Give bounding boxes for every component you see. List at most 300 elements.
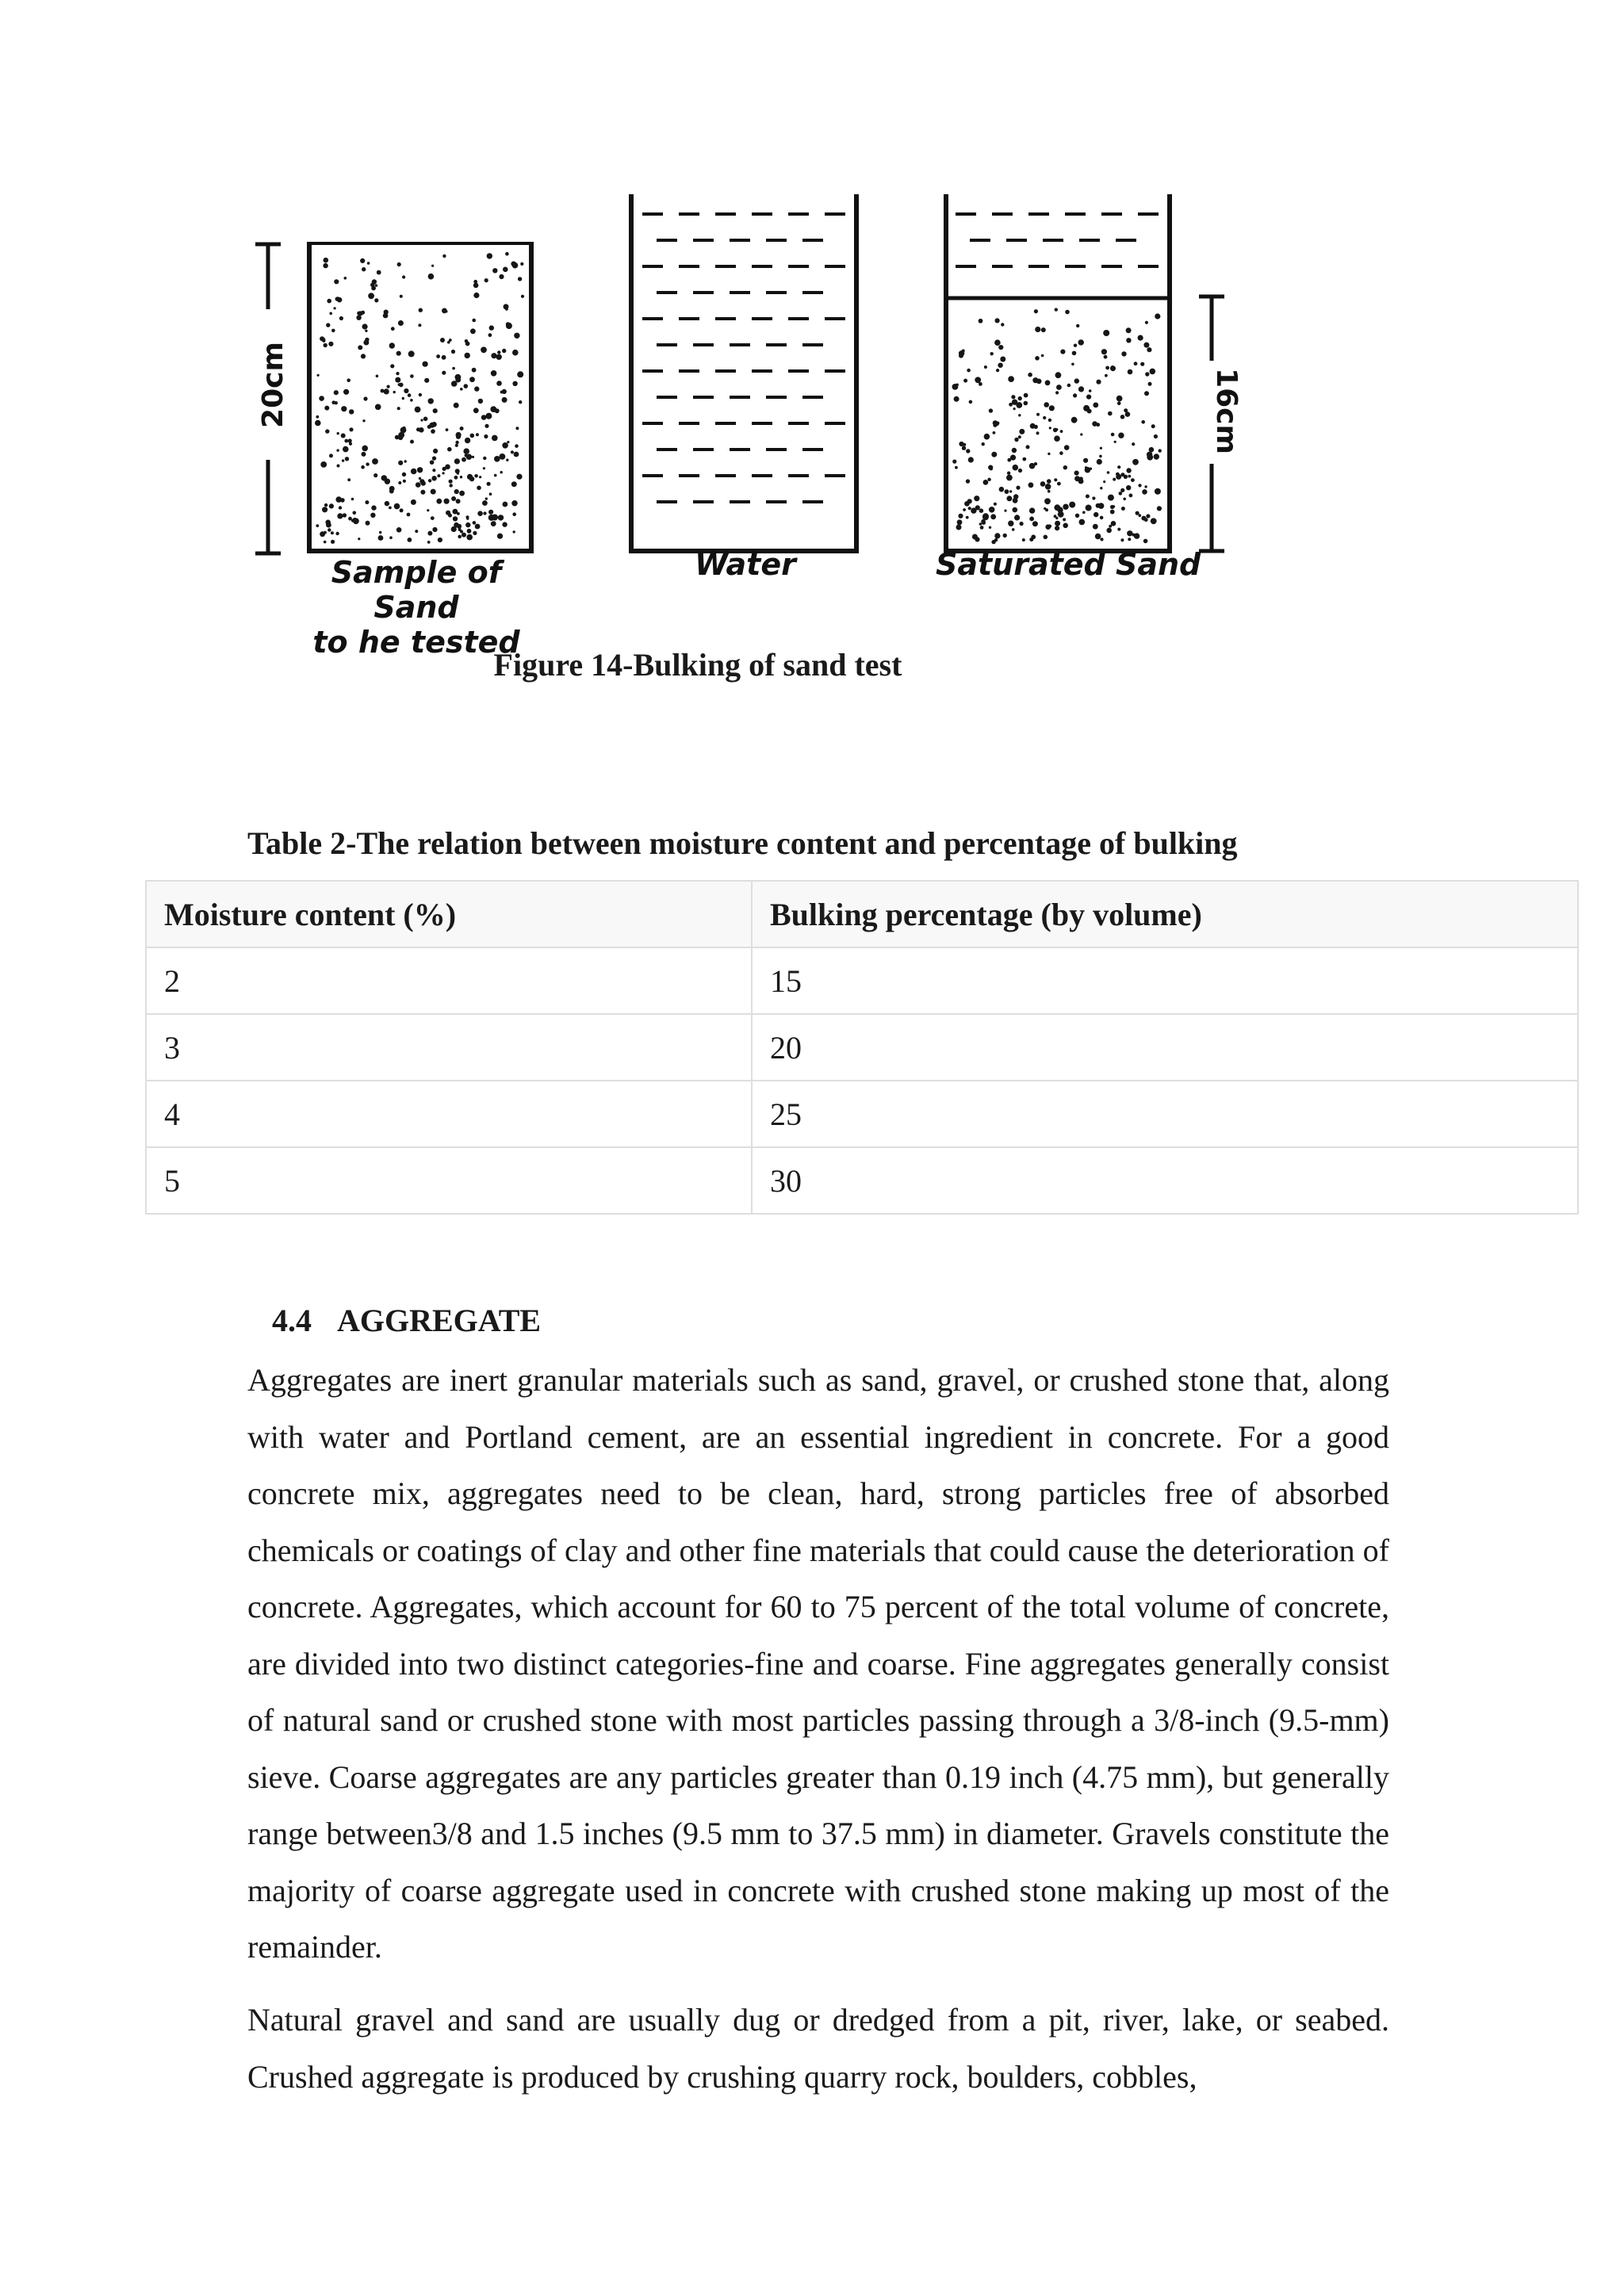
sand-particle xyxy=(518,277,522,281)
sand-particle xyxy=(465,454,468,457)
sand-particle xyxy=(431,429,435,434)
sand-particle xyxy=(1093,403,1098,408)
sand-particle xyxy=(440,338,445,342)
sand-particle xyxy=(370,513,375,518)
header-moisture-content: Moisture content (%) xyxy=(146,881,752,947)
sand-particle xyxy=(451,350,455,354)
cell-moisture: 4 xyxy=(146,1081,752,1147)
sand-particle xyxy=(485,497,488,499)
sand-particle xyxy=(488,333,492,337)
paragraph: Natural gravel and sand are usually dug or dredged from a pit, river, lake, or seabed. Crushed aggregate is produced by crushing quarry rock, boulders, cobbles, xyxy=(247,2002,1389,2095)
sand-particle xyxy=(404,460,407,462)
sand-particle xyxy=(371,505,376,510)
sand-particle xyxy=(1101,349,1107,354)
sand-particle xyxy=(1041,327,1046,332)
sand-particle xyxy=(334,307,336,309)
sand-particle xyxy=(502,522,507,526)
sand-particle xyxy=(1034,425,1038,429)
label-sand-sample: Sample of Sand to he tested xyxy=(312,555,520,660)
sand-particle xyxy=(324,406,329,411)
sand-particle xyxy=(487,482,491,486)
water-lines xyxy=(642,214,845,502)
sand-particle xyxy=(402,275,405,278)
sand-particle xyxy=(1045,380,1051,385)
sand-particle xyxy=(411,499,416,505)
sand-particle xyxy=(1035,327,1040,332)
sand-particle xyxy=(1055,391,1059,394)
sand-particle xyxy=(1107,471,1110,474)
sand-particle xyxy=(987,478,990,481)
sand-particle xyxy=(460,388,463,391)
sand-particle xyxy=(394,503,400,510)
sand-particle xyxy=(324,541,327,544)
sand-particle xyxy=(984,365,987,369)
sand-particle xyxy=(442,254,446,258)
sand-particle xyxy=(433,408,438,413)
sand-particle xyxy=(481,415,487,420)
cell-bulking: 20 xyxy=(752,1014,1578,1081)
sand-particle xyxy=(329,312,332,316)
sand-particle xyxy=(982,442,985,446)
sand-particle xyxy=(1145,321,1148,324)
cell-moisture: 3 xyxy=(146,1014,752,1081)
sand-particle xyxy=(1014,438,1018,442)
sand-particle xyxy=(1004,510,1006,512)
sand-particles xyxy=(315,252,524,544)
sand-particle xyxy=(1078,386,1084,392)
sand-particle xyxy=(1086,395,1091,400)
sand-particle xyxy=(1009,490,1012,492)
sand-particle xyxy=(1031,534,1036,539)
sand-particle xyxy=(365,330,367,332)
sand-particle xyxy=(408,350,415,357)
sand-particle xyxy=(1071,417,1078,423)
sand-particle xyxy=(505,252,509,256)
sand-particle xyxy=(475,524,481,530)
sand-particle xyxy=(415,407,421,413)
sand-particle xyxy=(1013,408,1016,410)
sand-particle xyxy=(1013,494,1018,499)
sand-particle xyxy=(969,400,973,404)
sand-particle xyxy=(465,522,470,527)
sand-particle xyxy=(451,496,456,501)
sand-particle xyxy=(990,467,994,471)
sand-particle xyxy=(376,375,379,378)
sand-particle xyxy=(420,419,423,421)
sand-particle xyxy=(1018,414,1021,416)
sand-particle xyxy=(1150,369,1156,375)
sand-particle xyxy=(512,262,519,269)
sand-particle xyxy=(1132,459,1139,465)
sand-particle xyxy=(1034,309,1038,313)
sand-particle xyxy=(351,498,354,501)
sand-particle xyxy=(1125,411,1131,417)
sand-particle xyxy=(1113,478,1116,481)
sand-particle xyxy=(1032,521,1038,526)
sand-particle xyxy=(323,263,327,268)
sand-particle xyxy=(427,425,431,429)
sand-particle xyxy=(356,316,361,320)
sand-particle xyxy=(1128,369,1133,375)
sand-particle xyxy=(464,384,469,388)
sand-particle xyxy=(1019,429,1025,434)
sand-particle xyxy=(473,521,477,525)
sand-particle xyxy=(1096,380,1101,385)
sand-particle xyxy=(1145,372,1149,376)
sand-particle xyxy=(391,327,395,331)
sand-particle xyxy=(467,474,473,480)
sand-particle xyxy=(1148,382,1152,386)
sand-particle xyxy=(324,343,327,347)
sand-particle xyxy=(1085,467,1091,473)
sand-particle xyxy=(489,325,494,330)
sand-particle xyxy=(472,368,477,373)
sand-particle xyxy=(1098,503,1105,509)
sand-particle xyxy=(360,258,365,263)
sand-particle xyxy=(466,518,469,520)
sand-particle xyxy=(419,477,421,480)
sand-particle xyxy=(982,521,986,525)
sand-particle xyxy=(968,499,971,503)
sand-particle xyxy=(348,438,352,442)
dimension-label-16cm: 16cm xyxy=(1209,368,1243,454)
sand-particle xyxy=(1138,335,1143,341)
sand-particle xyxy=(1054,478,1057,481)
sand-particle xyxy=(1054,515,1057,518)
sand-particle xyxy=(415,530,418,533)
sand-particle xyxy=(344,277,347,280)
sand-particle xyxy=(1065,310,1070,315)
sand-particle xyxy=(398,481,401,484)
sand-particle xyxy=(362,452,366,457)
sand-particle xyxy=(317,374,320,377)
sand-particle xyxy=(362,267,366,271)
sand-particle xyxy=(956,525,962,530)
sand-particle xyxy=(485,413,492,419)
sand-particle xyxy=(373,473,377,477)
sand-particle xyxy=(419,308,423,312)
sand-particle xyxy=(496,381,502,386)
sand-particle xyxy=(404,388,408,393)
sand-particle xyxy=(1049,427,1051,429)
sand-particle xyxy=(968,507,971,510)
sand-particle xyxy=(502,349,506,353)
sand-particle xyxy=(442,472,445,474)
sand-particle xyxy=(1111,521,1116,526)
sand-particle xyxy=(966,479,970,483)
bulking-figure xyxy=(238,190,1269,660)
sand-particle xyxy=(1041,354,1044,358)
sand-particle xyxy=(396,351,401,356)
sand-particle xyxy=(419,393,422,396)
sand-particle xyxy=(1010,455,1016,461)
paragraph: Aggregates are inert granular materials such as sand, gravel, or crushed stone that, along with water and Portland cement, are an essential ingredient in concrete. For a good concrete mix, aggregates need to be clean, hard, strong particles free of absorbed chemicals or coatings of clay and other fine materials that could cause the deterioration of concrete. Aggregates, which account for 60 to 75 percent of the total volume of concrete, are divided into two distinct categories-fine and coarse. Fine aggregates generally consist of natural sand or crushed stone with most particles passing through a 3/8-inch (9.5-mm) sieve. Coarse aggregates are any particles greater than 0.19 inch (4.75 mm), but generally range between3/8 and 1.5 inches (9.5 mm to 37.5 mm) in diameter. Gravels constitute the majority of coarse aggregate used in concrete with crushed stone making up most of the remainder. xyxy=(247,1362,1389,1965)
sand-particle xyxy=(1022,457,1026,461)
sand-particle xyxy=(479,476,481,478)
sand-particle xyxy=(974,496,979,501)
sand-particle xyxy=(1157,506,1162,511)
sand-particle xyxy=(320,461,327,468)
sand-particle xyxy=(1104,355,1108,359)
sand-particle xyxy=(991,452,997,457)
sand-particle xyxy=(496,354,502,360)
sand-particle xyxy=(1008,521,1013,526)
sand-particle xyxy=(366,521,370,526)
sand-particle xyxy=(517,371,523,377)
sand-particle xyxy=(1144,485,1147,488)
sand-particle xyxy=(328,342,333,346)
saturated-sand-container xyxy=(946,194,1170,551)
sand-particle xyxy=(975,505,980,510)
sand-particle xyxy=(470,434,475,438)
table-row xyxy=(146,947,1578,1014)
sand-particle xyxy=(494,456,500,462)
sand-particle xyxy=(1131,478,1135,482)
sand-particle xyxy=(442,356,446,360)
sand-particle xyxy=(322,507,327,512)
sand-particle xyxy=(397,407,400,410)
sand-particle xyxy=(366,462,369,465)
sand-particle xyxy=(438,538,442,542)
sand-particle xyxy=(1155,313,1160,319)
sand-particle xyxy=(1074,344,1077,347)
sand-particle xyxy=(1100,516,1104,520)
sand-particle xyxy=(416,482,421,488)
sand-particle xyxy=(1132,442,1135,446)
sand-particle xyxy=(1121,351,1126,356)
sand-particle xyxy=(403,480,406,483)
sand-particle xyxy=(365,500,369,504)
sand-particle xyxy=(427,531,432,536)
sand-particle xyxy=(334,279,339,284)
sand-particle xyxy=(514,452,519,457)
sand-particle xyxy=(432,527,437,532)
sand-particle xyxy=(398,461,403,465)
sand-particle xyxy=(1117,402,1121,406)
label-water: Water xyxy=(695,547,796,582)
sand-particle xyxy=(1116,474,1121,480)
sand-particle xyxy=(966,449,970,453)
sand-particle xyxy=(1118,433,1124,438)
sand-particle xyxy=(398,320,404,326)
sand-particle xyxy=(442,371,446,375)
sand-particle xyxy=(491,370,497,377)
sand-particle xyxy=(465,438,470,443)
sand-particle xyxy=(431,516,435,520)
sand-particle xyxy=(478,399,483,404)
sand-particle xyxy=(491,353,496,358)
sand-particle xyxy=(390,364,394,368)
sand-particle xyxy=(467,529,472,534)
sand-particle xyxy=(1119,492,1123,496)
sand-sample-container xyxy=(309,242,531,551)
sand-particle xyxy=(1086,495,1090,499)
sand-particle xyxy=(472,319,476,323)
sand-particle xyxy=(1089,389,1092,392)
sand-particle xyxy=(428,479,431,482)
sand-particle xyxy=(1006,475,1013,481)
sand-particle xyxy=(324,503,327,507)
sand-particle xyxy=(996,369,999,372)
sand-particle xyxy=(387,385,390,388)
sand-particle xyxy=(494,474,497,477)
sand-particle xyxy=(342,459,344,461)
sand-particle xyxy=(1028,373,1032,377)
sand-particle xyxy=(994,503,997,506)
sand-particle xyxy=(1018,435,1021,438)
sand-particle xyxy=(339,506,342,509)
sand-particle xyxy=(398,383,401,386)
sand-particle xyxy=(488,510,493,515)
sand-particle xyxy=(488,515,495,521)
sand-particle xyxy=(1055,372,1062,378)
sand-particle xyxy=(959,350,964,356)
sand-particle xyxy=(512,381,517,386)
sand-particle xyxy=(968,457,974,462)
sand-particle xyxy=(423,362,428,367)
sand-particle xyxy=(1138,484,1141,487)
sand-particle xyxy=(455,374,462,381)
sand-particle xyxy=(1134,533,1139,538)
sand-particle xyxy=(952,460,956,464)
sand-particle xyxy=(1141,516,1146,521)
sand-particle xyxy=(367,262,370,265)
sand-particle xyxy=(327,528,331,531)
sand-particle xyxy=(324,531,327,534)
sand-particle xyxy=(502,389,507,394)
sand-particle xyxy=(345,457,349,461)
sand-particle xyxy=(502,442,508,449)
sand-particle xyxy=(1120,415,1125,419)
sand-particle xyxy=(483,457,486,460)
sand-particle xyxy=(1028,482,1034,488)
sand-particle xyxy=(361,311,365,315)
sand-particle xyxy=(474,386,479,391)
sand-particle xyxy=(1012,528,1015,531)
sand-particle xyxy=(428,274,435,280)
sand-particle xyxy=(1034,462,1037,465)
sand-particle xyxy=(1043,416,1046,419)
sand-particle xyxy=(1036,413,1040,416)
sand-particle xyxy=(1073,393,1077,397)
sand-particle xyxy=(1076,324,1079,327)
sand-particle xyxy=(335,532,339,535)
sand-particle xyxy=(483,467,485,469)
sand-particle xyxy=(396,527,402,533)
table-header-row xyxy=(146,881,1578,947)
sand-particle xyxy=(473,531,477,535)
sand-particle xyxy=(1036,379,1042,385)
sand-particle xyxy=(956,384,959,387)
sand-particle xyxy=(515,444,519,448)
sand-particle xyxy=(334,390,339,395)
sand-particle xyxy=(455,444,458,447)
sand-particle xyxy=(1022,538,1025,541)
cell-bulking: 30 xyxy=(752,1147,1578,1214)
sand-particle xyxy=(1014,515,1020,520)
sand-particle xyxy=(433,449,438,453)
sand-particle xyxy=(454,476,458,480)
sand-particle xyxy=(343,446,349,453)
sand-particle xyxy=(1128,475,1131,478)
sand-particle xyxy=(1069,502,1075,508)
sand-particle xyxy=(362,323,368,329)
sand-particle xyxy=(1106,528,1112,534)
sand-particle xyxy=(432,456,436,460)
sand-particle xyxy=(1059,512,1063,515)
sand-particle xyxy=(990,352,994,355)
label-saturated-sand: Saturated Sand xyxy=(936,547,1201,582)
sand-particle xyxy=(331,329,335,333)
cell-moisture: 2 xyxy=(146,947,752,1014)
sand-particle xyxy=(460,476,462,478)
sand-particle xyxy=(452,367,455,370)
sand-particle xyxy=(442,308,447,314)
sand-particle xyxy=(1123,498,1126,501)
sand-particle xyxy=(419,479,424,484)
cell-bulking: 15 xyxy=(752,947,1578,1014)
sand-particle xyxy=(335,496,342,503)
sand-particle xyxy=(1063,504,1068,510)
sand-particle xyxy=(449,480,453,484)
sand-particle xyxy=(990,514,996,519)
sand-particle xyxy=(326,522,331,528)
sand-particle xyxy=(455,469,460,473)
sand-particle xyxy=(1083,458,1088,463)
sand-particle xyxy=(1049,405,1055,411)
sand-particle xyxy=(437,474,440,477)
sand-particle xyxy=(1000,357,1005,362)
sand-particle xyxy=(459,491,465,496)
sand-particle xyxy=(462,457,466,462)
sand-particle xyxy=(450,484,453,487)
sand-particle xyxy=(348,517,352,521)
sand-particle xyxy=(483,511,486,515)
sand-particle xyxy=(455,441,458,444)
sand-particle xyxy=(1114,441,1116,443)
sand-particle xyxy=(319,396,324,401)
sand-particle xyxy=(473,408,479,413)
sand-particle xyxy=(436,499,442,504)
sand-particle xyxy=(1053,428,1058,433)
sand-particle xyxy=(994,533,1000,538)
sand-particle xyxy=(1110,510,1115,515)
section-title: AGGREGATE xyxy=(337,1303,542,1338)
sand-particle xyxy=(407,513,411,517)
sand-particle xyxy=(451,526,457,532)
sand-particle xyxy=(1018,469,1022,473)
sand-particle xyxy=(1120,488,1124,492)
sand-particle xyxy=(353,511,357,515)
sand-particle xyxy=(361,354,366,358)
sand-particle xyxy=(349,427,353,431)
sand-particle xyxy=(344,439,348,443)
sand-particle xyxy=(465,353,470,358)
sand-particle xyxy=(1143,539,1148,544)
sand-particle xyxy=(1126,338,1131,342)
sand-particle xyxy=(1105,374,1108,377)
sand-particle xyxy=(315,420,321,427)
sand-particle xyxy=(456,499,461,503)
sand-particle xyxy=(516,474,522,480)
sand-particle xyxy=(502,397,508,403)
sand-particle xyxy=(1044,402,1049,408)
sand-particle xyxy=(458,535,462,539)
sand-particle xyxy=(1120,473,1124,476)
sand-particle xyxy=(1151,518,1157,524)
sand-particle xyxy=(378,535,384,541)
sand-particle xyxy=(331,531,334,534)
